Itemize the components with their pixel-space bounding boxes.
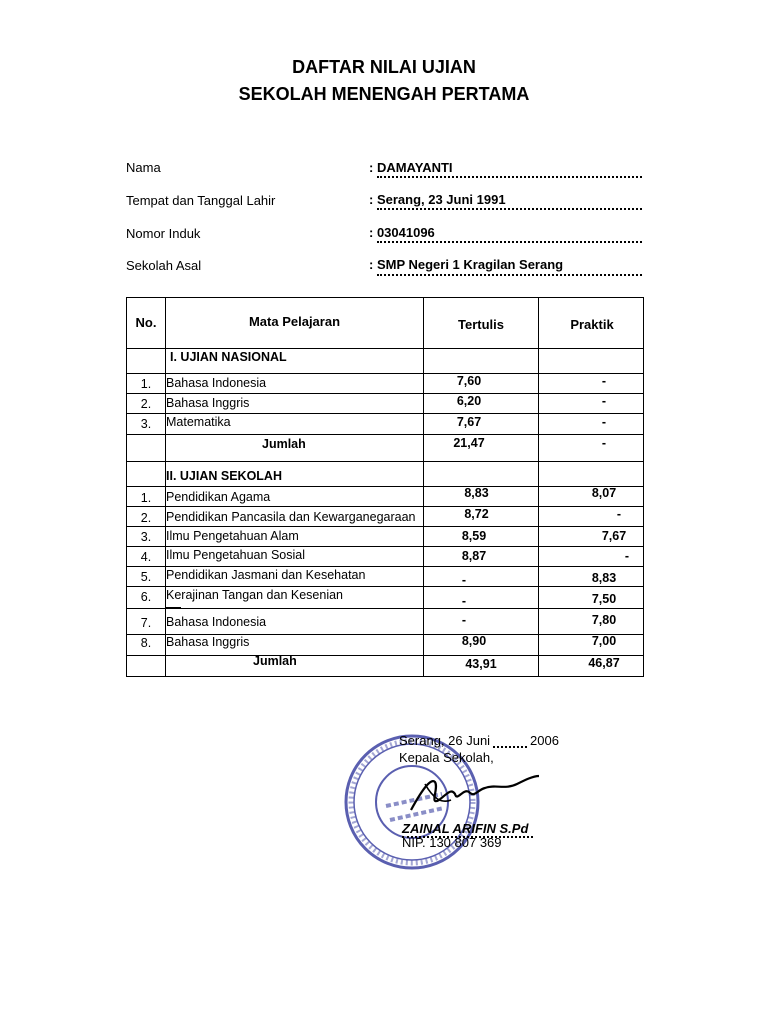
date-dotted-line: [493, 746, 527, 748]
table-divider: [127, 566, 643, 567]
row-practical: 7,80: [591, 613, 617, 627]
row-number: 4.: [140, 550, 152, 564]
header-practical: Praktik: [570, 317, 614, 332]
row-practical: 7,50: [591, 592, 617, 606]
row-practical: -: [616, 507, 622, 521]
row-number: 5.: [140, 570, 152, 584]
section2-total-practical: 46,87: [588, 656, 620, 670]
name-value: : DAMAYANTI: [369, 160, 453, 175]
table-divider: [127, 348, 643, 349]
id-label: Nomor Induk: [126, 226, 201, 241]
row-practical: 7,00: [591, 634, 617, 648]
row-practical: -: [601, 394, 607, 408]
table-divider: [127, 586, 643, 587]
section1-total-practical: -: [601, 436, 607, 450]
row-number: 6.: [140, 590, 152, 604]
header-no: No.: [135, 315, 157, 330]
row-number: 8.: [140, 636, 152, 650]
row-written: 8,59: [461, 529, 487, 543]
table-divider: [127, 526, 643, 527]
signature-position: Kepala Sekolah,: [399, 750, 494, 765]
birth-value: : Serang, 23 Juni 1991: [369, 192, 506, 207]
row-written: 7,67: [456, 415, 482, 429]
row-practical: -: [601, 374, 607, 388]
birth-label: Tempat dan Tanggal Lahir: [126, 193, 276, 208]
id-value: : 03041096: [369, 225, 435, 240]
row-subject: Matematika: [166, 415, 231, 429]
row-subject: Pendidikan Agama: [166, 490, 271, 504]
school-value: : SMP Negeri 1 Kragilan Serang: [369, 257, 564, 272]
document-title: DAFTAR NILAI UJIAN: [292, 57, 476, 77]
row-written: 7,60: [456, 374, 482, 388]
row-number: 7.: [140, 616, 152, 630]
row-number: 3.: [140, 530, 152, 544]
row-subject: Pendidikan Pancasila dan Kewarganegaraan: [166, 510, 416, 524]
section1-title: I. UJIAN NASIONAL: [170, 350, 287, 364]
name-label: Nama: [126, 160, 161, 175]
handwritten-signature: [405, 770, 545, 820]
table-divider: [127, 461, 643, 462]
table-divider: [127, 434, 643, 435]
row-subject: Bahasa Inggris: [166, 635, 250, 649]
section2-title: II. UJIAN SEKOLAH: [166, 469, 282, 483]
row-written: 8,72: [464, 507, 489, 521]
signature-year: 2006: [530, 733, 559, 748]
row-subject: Kerajinan Tangan dan Kesenian: [166, 588, 343, 602]
row-subject: Ilmu Pengetahuan Alam: [166, 529, 299, 543]
row-written: 8,90: [461, 634, 487, 648]
principal-name: ZAINAL ARIFIN S.Pd: [402, 821, 529, 836]
section2-total-label: Jumlah: [253, 654, 297, 668]
row-number: 2.: [140, 511, 152, 525]
section1-total-written: 21,47: [453, 436, 485, 450]
row-subject: Bahasa Indonesia: [166, 615, 267, 629]
row-practical: 8,07: [591, 486, 617, 500]
row-number: 1.: [140, 491, 152, 505]
row-subject: Bahasa Inggris: [166, 396, 250, 410]
table-divider: [127, 413, 643, 414]
document-subtitle: SEKOLAH MENENGAH PERTAMA: [238, 84, 530, 104]
header-subject: Mata Pelajaran: [248, 314, 341, 329]
row-number: 2.: [140, 397, 152, 411]
row-written: -: [461, 594, 467, 608]
birth-dotted-line: [377, 208, 642, 210]
row-subject: Bahasa Indonesia: [166, 376, 267, 390]
row-written: 8,87: [461, 549, 487, 563]
section2-total-written: 43,91: [465, 657, 497, 671]
row-written: 8,83: [464, 486, 489, 500]
principal-nip: NIP. 130 807 369: [402, 835, 502, 850]
header-written: Tertulis: [458, 317, 504, 332]
table-divider: [127, 608, 643, 609]
table-divider: [127, 546, 643, 547]
row-written: 6,20: [456, 394, 482, 408]
signature-place-date: Serang, 26 Juni: [399, 733, 491, 748]
row-subject: Ilmu Pengetahuan Sosial: [166, 548, 305, 562]
row-number: 1.: [140, 377, 152, 391]
name-dotted-line: [377, 176, 642, 178]
row-number: 3.: [140, 417, 152, 431]
row-written: -: [461, 573, 467, 587]
section1-total-label: Jumlah: [262, 437, 306, 451]
row-practical: -: [624, 549, 630, 563]
row-subject: Pendidikan Jasmani dan Kesehatan: [166, 568, 366, 582]
id-dotted-line: [377, 241, 642, 243]
row-written: -: [461, 613, 467, 627]
row-practical: -: [601, 415, 607, 429]
grade-table: [126, 297, 644, 677]
school-dotted-line: [377, 274, 642, 276]
school-label: Sekolah Asal: [126, 258, 202, 273]
row-practical: 7,67: [601, 529, 627, 543]
table-divider: [165, 607, 181, 608]
row-practical: 8,83: [591, 571, 617, 585]
